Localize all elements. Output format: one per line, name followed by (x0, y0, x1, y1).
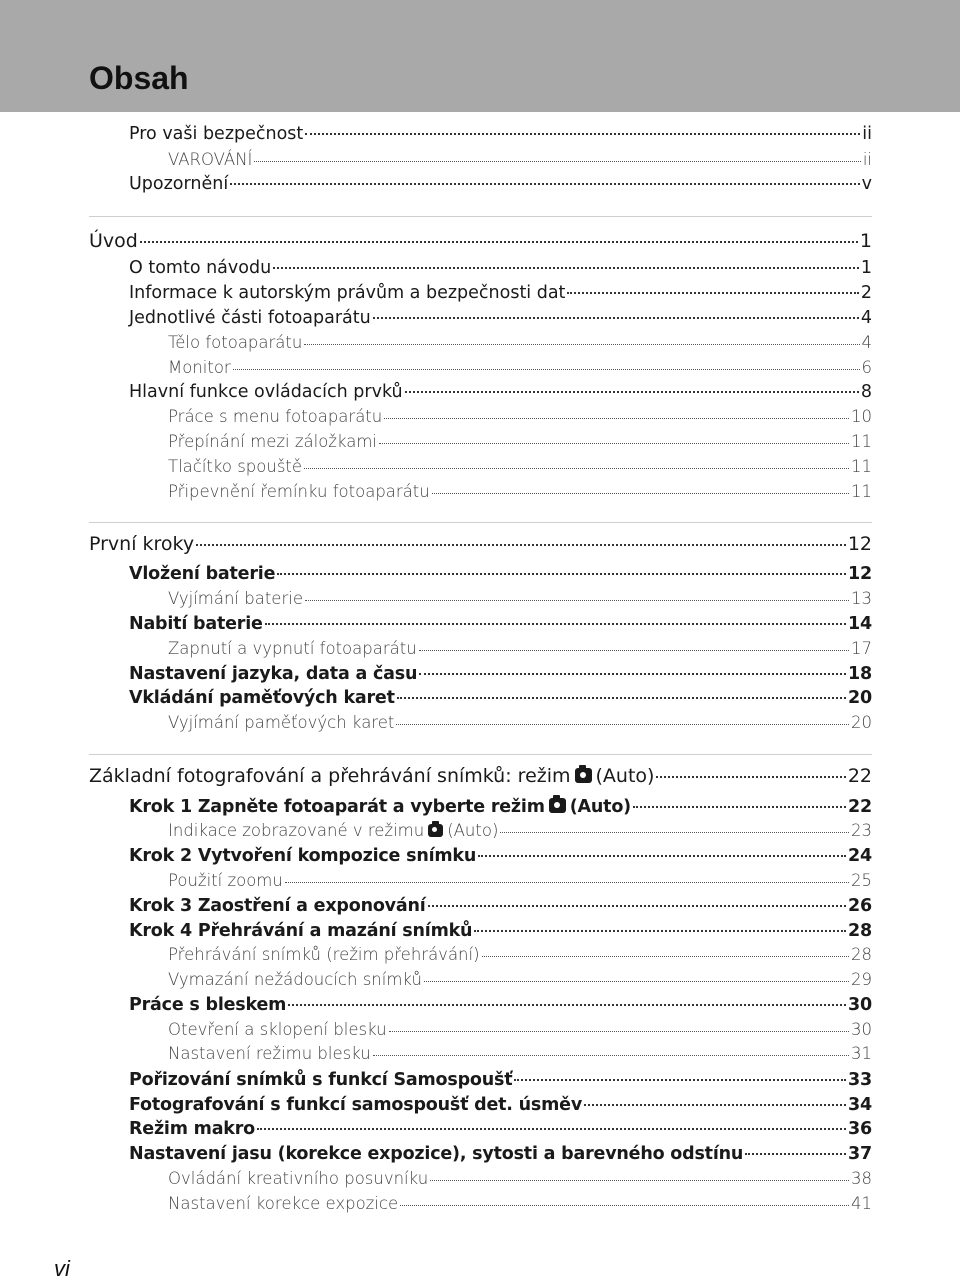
toc-entry-page: 38 (851, 1169, 872, 1188)
toc-entry[interactable] (129, 1070, 872, 1095)
toc-entry-page: 4 (861, 333, 872, 352)
camera-icon (549, 798, 566, 813)
toc-entry-title: Použití zoomu (168, 871, 283, 890)
toc-entry-title: Tělo fotoaparátu (168, 333, 303, 352)
toc-entry[interactable] (168, 1044, 872, 1069)
toc-entry-title: Otevření a sklopení blesku (168, 1020, 387, 1039)
toc-entry[interactable] (129, 124, 872, 149)
dot-leader (584, 1104, 846, 1106)
section-divider (89, 754, 872, 755)
toc-entry-page: 30 (851, 1020, 872, 1039)
toc-entry-page: 34 (848, 1095, 872, 1115)
toc-entry-page: 10 (851, 407, 872, 426)
toc-entry-title: Zapnutí a vypnutí fotoaparátu (168, 639, 417, 658)
dot-leader (196, 544, 846, 546)
dot-leader (304, 344, 859, 345)
dot-leader (419, 650, 849, 651)
toc-entry[interactable] (168, 1194, 872, 1219)
toc-entry[interactable] (129, 1095, 872, 1120)
dot-leader (474, 930, 846, 932)
toc-entry-page: v (861, 174, 872, 194)
dot-leader (428, 905, 847, 907)
toc-entry-title: Nabití baterie (129, 614, 263, 634)
toc-entry-title: Nastavení jasu (korekce expozice), sytosti a barevného odstínu (129, 1144, 744, 1164)
dot-leader (389, 1031, 849, 1032)
toc-entry[interactable] (129, 258, 872, 283)
toc-entry-title: Informace k autorským právům a bezpečnosti dat (129, 283, 566, 303)
page-number: vi (54, 1256, 70, 1281)
toc-entry[interactable] (129, 382, 872, 407)
toc-entry-title: Vyjímání paměťových karet (168, 713, 395, 732)
toc-entry[interactable] (168, 407, 872, 432)
toc-entry-page: 20 (851, 713, 872, 732)
dot-leader (745, 1153, 846, 1155)
toc-entry-title: Tlačítko spouště (168, 457, 303, 476)
toc-entry[interactable] (129, 688, 872, 713)
toc-entry-title: Přehrávání snímků (režim přehrávání) (168, 945, 480, 964)
dot-leader (304, 468, 849, 469)
toc-entry-title: Pořizování snímků s funkcí Samospoušť (129, 1070, 513, 1090)
toc-entry[interactable] (168, 821, 872, 846)
dot-leader (482, 956, 849, 957)
toc-entry-page: 11 (851, 482, 872, 501)
toc-entry[interactable] (129, 1144, 872, 1169)
toc-entry-page: 13 (851, 589, 872, 608)
camera-icon (575, 768, 592, 783)
toc-entry-page: 20 (848, 688, 872, 708)
toc-entry-title: Režim makro (129, 1119, 255, 1139)
toc-entry-title: Krok 3 Zaostření a exponování (129, 896, 426, 916)
toc-entry[interactable] (168, 945, 872, 970)
toc-entry-title: VAROVÁNÍ (168, 150, 253, 169)
toc-entry-page: ii (862, 150, 872, 169)
dot-leader (305, 600, 849, 601)
dot-leader (514, 1079, 846, 1081)
toc-entry-page: 25 (851, 871, 872, 890)
section-divider (89, 216, 872, 217)
toc-entry-page: 11 (851, 457, 872, 476)
toc-entry[interactable] (168, 970, 872, 995)
toc-entry[interactable] (129, 846, 872, 871)
toc-entry-page: 6 (861, 358, 872, 377)
toc-entry-title: Vymazání nežádoucích snímků (168, 970, 422, 989)
camera-icon (428, 824, 443, 837)
toc-entry[interactable] (168, 432, 872, 457)
toc-entry[interactable] (129, 921, 872, 946)
dot-leader (379, 443, 849, 444)
dot-leader (478, 855, 846, 857)
toc-chapter[interactable] (89, 765, 872, 790)
dot-leader (373, 317, 859, 319)
toc-entry-page: 12 (847, 533, 872, 555)
toc-entry-title: Přepínání mezi záložkami (168, 432, 378, 451)
dot-leader (396, 724, 849, 725)
toc-entry-title: Práce s bleskem (129, 995, 287, 1015)
toc-entry[interactable] (129, 995, 872, 1020)
toc-entry-title: Upozornění (129, 174, 229, 194)
dot-leader (288, 1004, 846, 1006)
toc-entry-page: 41 (851, 1194, 872, 1213)
dot-leader (254, 161, 860, 162)
toc-entry[interactable] (129, 283, 872, 308)
toc-title-part: (Auto) (447, 821, 499, 840)
page-title: Obsah (89, 60, 189, 96)
toc-title-part: Krok 1 Zapněte fotoaparát a vyberte režim (129, 797, 545, 817)
toc-entry-title: Nastavení režimu blesku (168, 1044, 371, 1063)
toc-entry[interactable] (129, 664, 872, 689)
toc-entry-page: 26 (848, 896, 872, 916)
toc-entry-title: Hlavní funkce ovládacích prvků (129, 382, 403, 402)
dot-leader (633, 806, 846, 808)
toc-entry[interactable] (129, 564, 872, 589)
toc-entry-title: Připevnění řemínku fotoaparátu (168, 482, 430, 501)
dot-leader (397, 697, 846, 699)
toc-entry-page: 31 (851, 1044, 872, 1063)
toc-entry-page: 18 (848, 664, 872, 684)
toc-title-part: Indikace zobrazované v režimu (168, 821, 425, 840)
toc-entry-title: Práce s menu fotoaparátu (168, 407, 383, 426)
dot-leader (500, 832, 849, 833)
dot-leader (384, 418, 849, 419)
toc-entry[interactable] (129, 797, 872, 822)
dot-leader (230, 183, 859, 185)
toc-entry-title: Vyjímání baterie (168, 589, 303, 608)
toc-entry-page: 22 (847, 765, 872, 787)
toc-entry-page: 36 (848, 1119, 872, 1139)
toc-entry-title: Fotografování s funkcí samospoušť det. úsměv (129, 1095, 583, 1115)
section-divider (89, 522, 872, 523)
toc-entry[interactable] (129, 174, 872, 199)
toc-entry-page: 8 (860, 382, 872, 402)
toc-entry-title: Úvod (89, 230, 138, 252)
dot-leader (273, 267, 859, 269)
toc-entry-page: 11 (851, 432, 872, 451)
toc-entry[interactable] (168, 333, 872, 358)
toc-entry-title: Monitor (168, 358, 231, 377)
dot-leader (277, 573, 846, 575)
toc-entry[interactable] (129, 308, 872, 333)
dot-leader (140, 241, 858, 243)
toc-chapter[interactable] (89, 230, 872, 255)
dot-leader (285, 882, 849, 883)
dot-leader (430, 1180, 849, 1181)
dot-leader (400, 1205, 849, 1206)
toc-entry-title: Ovládání kreativního posuvníku (168, 1169, 429, 1188)
toc-entry-title: Krok 4 Přehrávání a mazání snímků (129, 921, 473, 941)
toc-entry-page: 37 (848, 1144, 872, 1164)
toc-title-part: Základní fotografování a přehrávání snímků: režim (89, 765, 571, 787)
page-header (0, 0, 960, 112)
toc-entry-title: Nastavení jazyka, data a času (129, 664, 418, 684)
dot-leader (656, 776, 845, 778)
toc-entry-page: 2 (860, 283, 872, 303)
toc-title-part: (Auto) (569, 797, 631, 817)
toc-entry-page: 28 (851, 945, 872, 964)
toc-entry[interactable] (129, 1119, 872, 1144)
toc-entry-page: 30 (848, 995, 872, 1015)
toc-entry-page: 29 (851, 970, 872, 989)
toc-entry-title: První kroky (89, 533, 195, 555)
toc-entry-title: Pro vaši bezpečnost (129, 124, 304, 144)
toc-entry-page: 28 (848, 921, 872, 941)
toc-entry-title: Jednotlivé části fotoaparátu (129, 308, 371, 328)
toc-entry-page: 17 (851, 639, 872, 658)
toc-title-part: (Auto) (595, 765, 655, 787)
toc-entry-title: Vložení baterie (129, 564, 276, 584)
toc-entry[interactable] (168, 639, 872, 664)
toc-entry-page: 24 (848, 846, 872, 866)
toc-entry[interactable] (168, 457, 872, 482)
toc-entry-title (129, 797, 631, 817)
toc-entry[interactable] (168, 589, 872, 614)
dot-leader (265, 623, 846, 625)
dot-leader (405, 391, 859, 393)
toc-entry[interactable] (129, 614, 872, 639)
toc-entry-title (89, 765, 654, 787)
toc-entry[interactable] (168, 871, 872, 896)
toc-chapter[interactable] (89, 533, 872, 558)
toc-entry[interactable] (168, 150, 872, 175)
toc-entry-page: 14 (848, 614, 872, 634)
toc-entry[interactable] (129, 896, 872, 921)
dot-leader (424, 981, 849, 982)
toc-entry-page: 4 (860, 308, 872, 328)
toc-entry-title: Nastavení korekce expozice (168, 1194, 399, 1213)
toc-entry[interactable] (168, 1020, 872, 1045)
toc-entry[interactable] (168, 1169, 872, 1194)
toc-entry-title: Vkládání paměťových karet (129, 688, 395, 708)
toc-entry-page: 33 (848, 1070, 872, 1090)
toc-entry[interactable] (168, 713, 872, 738)
dot-leader (432, 493, 849, 494)
toc-entry-page: 22 (848, 797, 872, 817)
dot-leader (233, 369, 860, 370)
toc-entry[interactable] (168, 482, 872, 507)
toc-entry-title: Krok 2 Vytvoření kompozice snímku (129, 846, 477, 866)
dot-leader (567, 292, 858, 294)
toc-entry-page: 1 (860, 258, 872, 278)
toc-entry-page: 23 (851, 821, 872, 840)
dot-leader (419, 673, 846, 675)
dot-leader (373, 1055, 849, 1056)
dot-leader (305, 133, 860, 135)
toc-entry[interactable] (168, 358, 872, 383)
toc-entry-title (168, 821, 498, 840)
toc-entry-title: O tomto návodu (129, 258, 272, 278)
toc-entry-page: 1 (859, 230, 872, 252)
dot-leader (257, 1128, 846, 1130)
toc-entry-page: 12 (848, 564, 872, 584)
toc-entry-page: ii (862, 124, 872, 144)
